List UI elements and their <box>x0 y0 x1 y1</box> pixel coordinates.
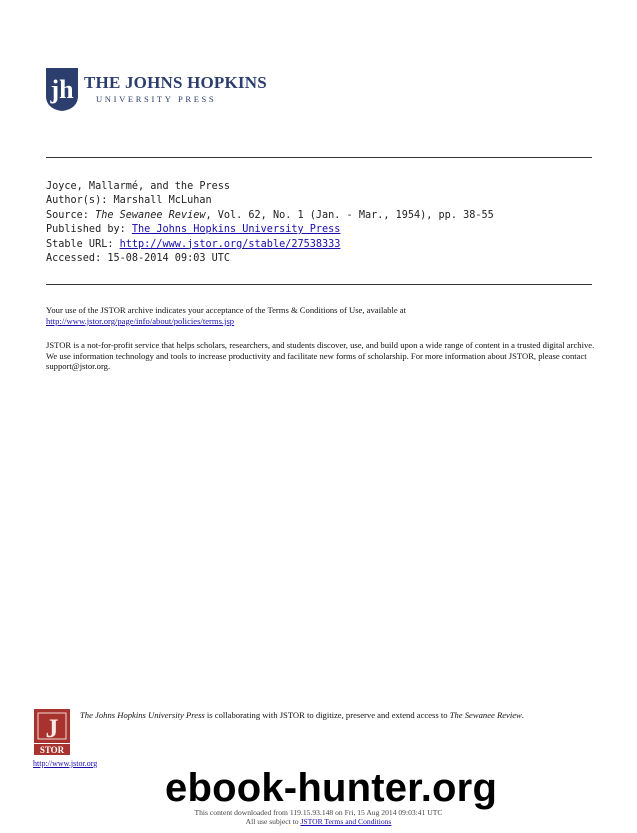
jstor-about: JSTOR is a not-for-profit service that helps scholars, researchers, and students discover, use, and build upon a wide range of content in a trusted digital archive. We use information technology and tools to increase productivity and facilitate new forms of scholarship. For more information about JSTOR, please contact support@jstor.org. <box>46 340 595 372</box>
author-row <box>46 194 494 208</box>
download-line: This content downloaded from 119.15.93.148 on Fri, 15 Aug 2014 09:03:41 UTC <box>194 808 443 817</box>
jhu-logo-icon <box>44 66 80 112</box>
collab-publisher: The Johns Hopkins University Press <box>80 710 205 720</box>
jstor-home-link[interactable]: http://www.jstor.org <box>33 759 98 768</box>
publisher-logo-line1: THE JOHNS HOPKINS <box>84 73 267 93</box>
stable-url-row <box>46 238 494 252</box>
accessed-date: 15-08-2014 09:03 UTC <box>107 253 231 265</box>
publisher-logo <box>44 66 267 112</box>
terms-text: Your use of the JSTOR archive indicates your acceptance of the Terms & Conditions of Use, available at <box>46 305 407 315</box>
jstor-terms-link[interactable]: JSTOR Terms and Conditions <box>300 817 392 826</box>
stable-url-link[interactable]: http://www.jstor.org/stable/27538333 <box>119 238 341 250</box>
jstor-logo-label: STOR <box>39 745 65 755</box>
collab-journal: The Sewanee Review <box>449 710 522 720</box>
download-notice <box>0 808 637 826</box>
usage-line <box>0 817 637 826</box>
source-details: , Vol. 62, No. 1 (Jan. - Mar., 1954), pp. 38-55 <box>205 209 494 221</box>
source-row <box>46 209 494 223</box>
published-label: Published by: <box>46 224 132 236</box>
author-name: Marshall McLuhan <box>113 195 212 207</box>
watermark-text: ebook-hunter.org <box>165 766 498 810</box>
top-divider <box>46 157 592 158</box>
publisher-row <box>46 223 494 237</box>
terms-notice <box>46 305 596 326</box>
article-metadata <box>46 180 494 266</box>
source-journal: The Sewanee Review <box>95 209 206 221</box>
usage-prefix: All use subject to <box>245 817 301 826</box>
middle-divider <box>46 284 592 285</box>
collab-text: is collaborating with JSTOR to digitize, preserve and extend access to <box>204 710 450 720</box>
jstor-logo-icon <box>33 708 71 756</box>
author-label: Author(s): <box>46 195 114 207</box>
terms-link[interactable]: http://www.jstor.org/page/info/about/policies/terms.jsp <box>46 315 235 326</box>
collab-end: . <box>521 710 524 720</box>
stable-url-label: Stable URL: <box>46 238 120 250</box>
publisher-logo-line2: UNIVERSITY PRESS <box>96 94 217 105</box>
svg-text:jh: jh <box>50 75 74 104</box>
accessed-row <box>46 252 494 266</box>
publisher-link[interactable]: The Johns Hopkins University Press <box>131 224 341 236</box>
article-title: Joyce, Mallarmé, and the Press <box>46 181 231 192</box>
collaboration-notice <box>80 710 600 722</box>
jstor-logo-letter: J <box>45 714 59 743</box>
accessed-label: Accessed: <box>46 253 108 265</box>
source-label: Source: <box>46 209 96 221</box>
